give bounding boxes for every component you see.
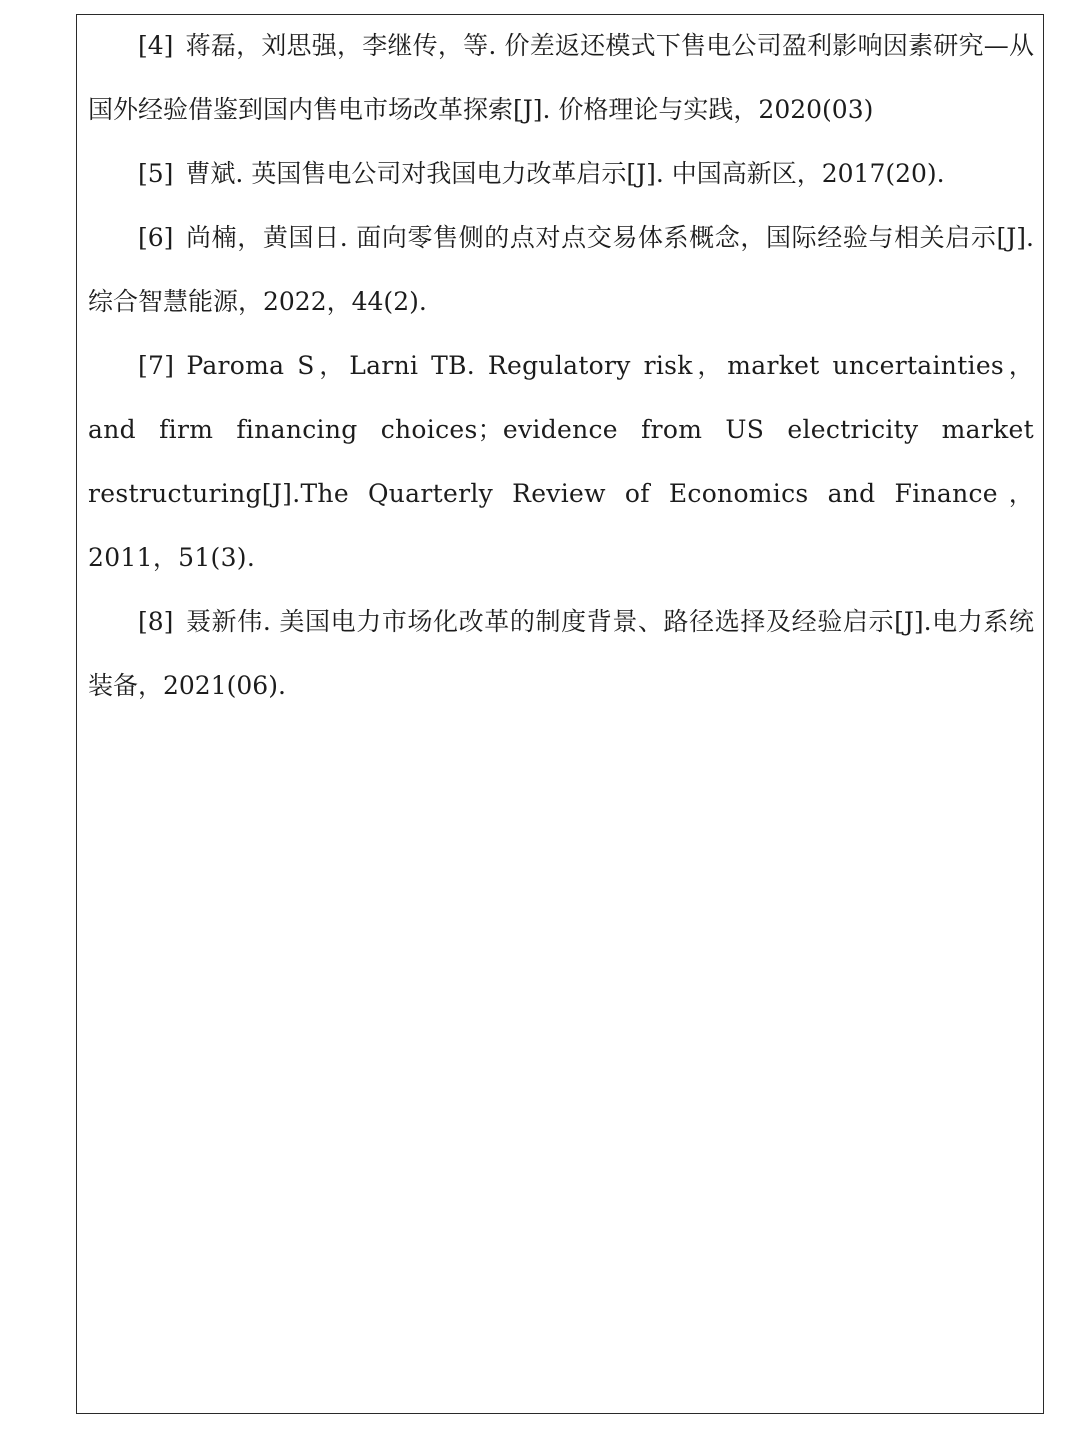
- reference-text: 曹斌. 英国售电公司对我国电力改革启示[J]. 中国高新区，2017(20).: [185, 159, 945, 188]
- reference-item-5: [88, 142, 1034, 206]
- reference-number: [6]: [138, 223, 174, 252]
- reference-item-7: [88, 334, 1034, 590]
- reference-text: Paroma S，Larni TB. Regulatory risk，market uncertainties，and firm financing choices；evidence from US electricity market restructuring[J].The Quarterly Review of Economics and Finance，2011，51(3).: [88, 351, 1034, 572]
- reference-item-8: [88, 590, 1034, 718]
- reference-item-6: [88, 206, 1034, 334]
- reference-text: 聂新伟. 美国电力市场化改革的制度背景、路径选择及经验启示[J].电力系统装备，2021(06).: [88, 607, 1034, 700]
- reference-item-4: [88, 14, 1034, 142]
- reference-list: [88, 14, 1034, 718]
- reference-number: [5]: [138, 159, 174, 188]
- reference-number: [8]: [138, 607, 174, 636]
- reference-number: [4]: [138, 31, 174, 60]
- reference-text: 尚楠，黄国日. 面向零售侧的点对点交易体系概念，国际经验与相关启示[J].综合智慧能源，2022，44(2).: [88, 223, 1034, 316]
- reference-text: 蒋磊，刘思强，李继传，等. 价差返还模式下售电公司盈利影响因素研究—从国外经验借鉴到国内售电市场改革探索[J]. 价格理论与实践，2020(03): [88, 31, 1034, 124]
- reference-number: [7]: [138, 351, 175, 380]
